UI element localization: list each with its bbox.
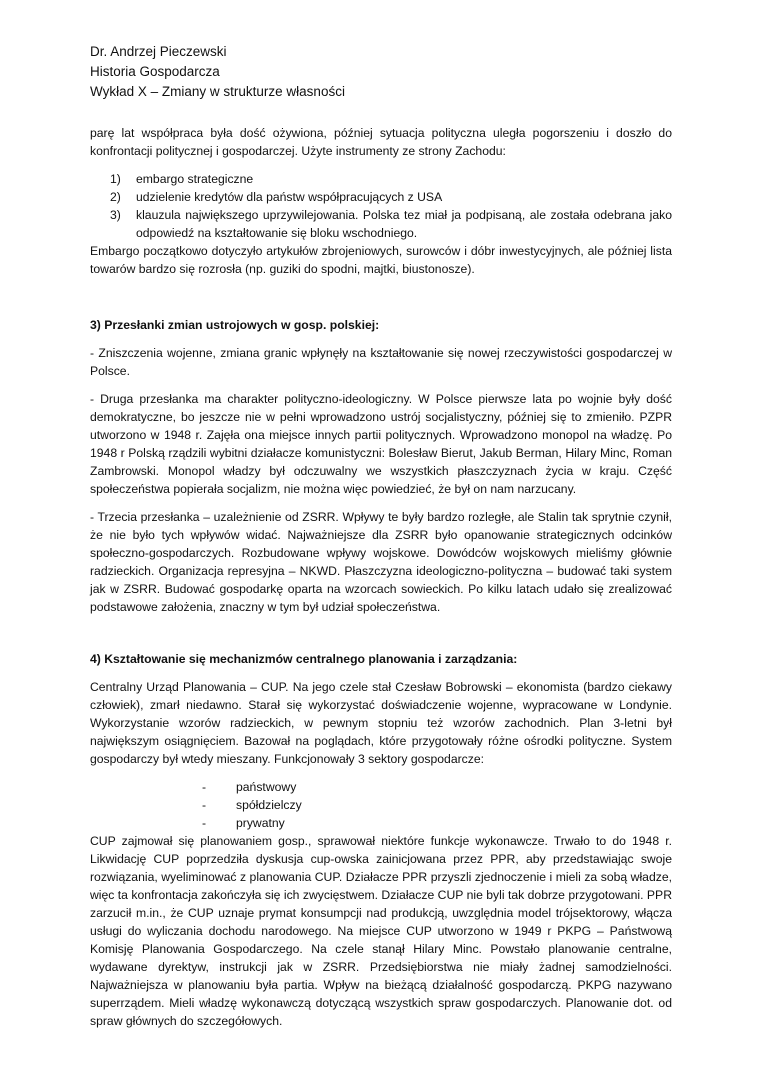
list-item-text: klauzula największego uprzywilejowania. Polska tez miał ja podpisaną, ale została odebrana jako odpowiedź na kształtowanie się bloku wschodniego. <box>136 208 672 240</box>
course-line: Historia Gospodarcza <box>90 64 220 79</box>
embargo-paragraph: Embargo początkowo dotyczyło artykułów zbrojeniowych, surowców i dóbr inwestycyjnych, ale później lista towarów bardzo się rozrosła (np. guziki do spodni, majtki, biustonosze). <box>90 244 672 276</box>
spacer <box>90 278 672 302</box>
section-paragraph: - Trzecia przesłanka – uzależnienie od ZSRR. Wpływy te były bardzo rozległe, ale Stalin tak sprytnie czynił, że nie było tych wpływów widać. Najważniejsze dla ZSRR było opanowanie strategicznych odcinków społeczno-gospodarczych. Rozbudowane wpływy wojskowe. Dowódców wojskowych mieliśmy głównie radzieckich. Organizacja represyjna – NKWD. Płaszczyzna ideologiczno-polityczna – budować taki system jak w ZSRR. Budować gospodarkę oparta na wzorcach sowieckich. Po kilku latach udało się zrealizować podstawowe założenia, znaczny w tym był udział społeczeństwa. <box>90 510 672 614</box>
spacer <box>90 626 672 650</box>
list-item-text: państwowy <box>236 780 297 794</box>
spacer <box>90 302 672 316</box>
intro-paragraph: parę lat współpraca była dość ożywiona, później sytuacja polityczna uległa pogorszeniu i doszło do konfrontacji politycznej i gospodarczej. Użyte instrumenty ze strony Zachodu: <box>90 126 672 158</box>
list-number: 2) <box>110 190 121 204</box>
lecture-line: Wykład X – Zmiany w strukturze własności <box>90 84 345 99</box>
list-item-text: udzielenie kredytów dla państw współpracujących z USA <box>136 190 443 204</box>
list-dash: - <box>202 816 207 830</box>
intro-block <box>90 124 672 278</box>
list-number: 3) <box>110 208 121 222</box>
list-item <box>90 206 672 242</box>
western-instruments-list <box>90 170 672 242</box>
list-item <box>90 188 672 206</box>
economic-sectors-list <box>90 778 672 832</box>
list-item-text: prywatny <box>236 816 285 830</box>
list-item <box>202 796 672 814</box>
list-number: 1) <box>110 172 121 186</box>
list-item-text: spółdzielczy <box>236 798 302 812</box>
section-paragraph: - Zniszczenia wojenne, zmiana granic wpłynęły na kształtowanie się nowej rzeczywistości gospodarczej w Polsce. <box>90 346 672 378</box>
section-paragraph: - Druga przesłanka ma charakter polityczno-ideologiczny. W Polsce pierwsze lata po wojnie były dość demokratyczne, bo jeszcze nie w pełni wprowadzono ustrój socjalistyczny, później się to zmieniło. PZPR utworzono w 1948 r. Zajęła ona miejsce innych partii politycznych. Wprowadzono monopol na władzę. Po 1948 r Polską rządzili wybitni działacze komunistyczni: Bolesław Bierut, Jakub Berman, Hilary Minc, Roman Zambrowski. Monopol władzy był odczuwalny we wszystkich płaszczyznach życia w kraju. Część społeczeństwa popierała socjalizm, nie można więc powiedzieć, że był on nam narzucany. <box>90 392 672 496</box>
document-page <box>90 42 672 1030</box>
list-item-text: embargo strategiczne <box>136 172 254 186</box>
section-4 <box>90 650 672 1030</box>
document-header <box>90 42 672 102</box>
section-heading: 3) Przesłanki zmian ustrojowych w gosp. polskiej: <box>90 318 380 332</box>
list-item <box>202 778 672 796</box>
list-dash: - <box>202 798 207 812</box>
section-paragraph: CUP zajmował się planowaniem gosp., sprawował niektóre funkcje wykonawcze. Trwało to do 1948 r. Likwidację CUP poprzedziła dyskusja cup-owska zainicjowana przez PPR, aby przedstawiając swoje rozwiązania, wyeliminować z planowania CUP. Działacze PPR przyszli zjednoczenie i mieli za sobą władze, więc ta konfrontacja zakończyła się ich zwycięstwem. Działacze CUP nie byli tak dobrze przygotowani. PPR zarzucił m.in., że CUP uznaje prymat konsumpcji nad produkcją, uwzględnia model trójsektorowy, włącza usługi do wyliczania dochodu narodowego. Na miejsce CUP utworzono w 1949 r PKPG – Państwową Komisję Planowania Gospodarczego. Na czele stanął Hilary Minc. Powstało planowanie centralne, wydawane dyrektyw, instrukcji jak w ZSRR. Przedsiębiorstwa nie miały żadnej samodzielności. Najważniejsza w planowaniu była partia. Wpływ na bieżącą działalność gospodarczą. PKPG nazywano superrządem. Mieli władzę wykonawczą dotyczącą wszystkich spraw gospodarczych. Planowanie dot. od spraw głównych do szczegółowych. <box>90 834 672 1028</box>
author-line: Dr. Andrzej Pieczewski <box>90 44 227 59</box>
section-paragraph: Centralny Urząd Planowania – CUP. Na jego czele stał Czesław Bobrowski – ekonomista (bardzo ciekawy człowiek), zmarł niedawno. Starał się wykorzystać doświadczenie wojenne, wypracowane w Londynie. Wykorzystanie wzorów radzieckich, w pewnym stopniu też wzorów zachodnich. Plan 3-letni był największym osiągnięciem. Bazował na poglądach, które przygotowały różne ośrodki polityczne. System gospodarczy był wtedy mieszany. Funkcjonowały 3 sektory gospodarcze: <box>90 680 672 766</box>
section-heading: 4) Kształtowanie się mechanizmów centralnego planowania i zarządzania: <box>90 652 518 666</box>
list-item <box>202 814 672 832</box>
list-item <box>90 170 672 188</box>
section-3 <box>90 316 672 616</box>
list-dash: - <box>202 780 207 794</box>
